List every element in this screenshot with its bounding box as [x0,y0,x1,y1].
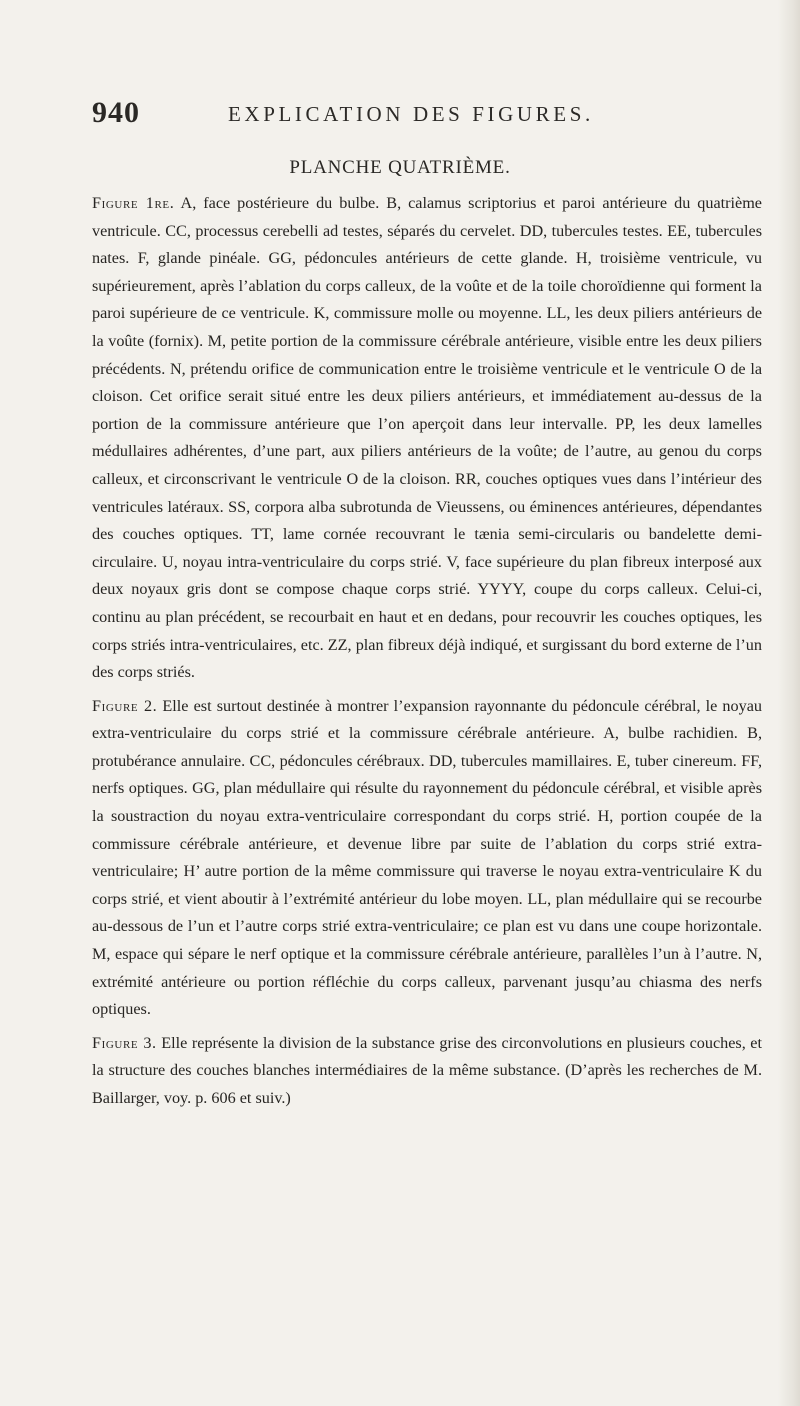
running-title: EXPLICATION DES FIGURES. [228,102,594,126]
page-number: 940 [92,96,140,129]
page-header [92,96,742,140]
figure-2-text: Elle est surtout destinée à montrer l’expansion rayonnante du pédoncule cérébral, le noyau extra-ventriculaire du corps strié et la commissure cérébrale antérieure. A, bulbe rachidien. B, protubérance annulaire. CC, pédoncules cérébraux. DD, tubercules mamillaires. E, tuber cinereum. FF, nerfs optiques. GG, plan médullaire qui résulte du rayonnement du pédoncule cérébral, et visible après la soustraction du noyau extra-ventriculaire correspondant du corps strié. H, portion coupée de la commissure cérébrale antérieure, et devenue libre par suite de l’ablation du corps strié extra-ventriculaire; H’ autre portion de la même commissure qui traverse le noyau extra-ventriculaire K du corps strié, et vient aboutir à l’extrémité antérieur du lobe moyen. LL, plan médullaire qui se recourbe au-dessous de l’un et l’autre corps strié extra-ventriculaire; ce plan est vu dans une coupe horizontale. M, espace qui sépare le nerf optique et la commissure cérébrale antérieure, parallèles l’un à l’autre. N, extrémité antérieure ou portion réfléchie du corps calleux, parvenant jusqu’au chiasma des nerfs optiques. [92,696,762,1019]
figure-explanations [92,190,762,1119]
figure-3-text: Elle représente la division de la substance grise des circonvolutions en plusieurs couches, et la structure des couches blanches intermédiaires de la même substance. (D’après les recherches de M. Baillarger, voy. p. 606 et suiv.) [92,1033,762,1107]
figure-1-text: A, face postérieure du bulbe. B, calamus scriptorius et paroi antérieure du quatrième ventricule. CC, processus cerebelli ad testes, séparés du cervelet. DD, tubercules testes. EE, tubercules nates. F, glande pinéale. GG, pédoncules antérieurs de cette glande. H, troisième ventricule, vu supérieurement, après l’ablation du corps calleux, de la voûte et de la toile choroïdienne qui forment la paroi supérieure de ce ventricule. K, commissure molle ou moyenne. LL, les deux piliers antérieurs de la voûte (fornix). M, petite portion de la commissure cérébrale antérieure, visible entre les deux piliers précédents. N, prétendu orifice de communication entre le troisième ventricule et le ventricule O de la cloison. Cet orifice serait situé entre les deux piliers antérieurs, et immédiatement au-dessus de la portion de la commissure antérieure que l’on aperçoit dans leur intervalle. PP, les deux lamelles médullaires adhérentes, d’une part, aux piliers antérieurs de la voûte; de l’autre, au genou du corps calleux, et circonscrivant le ventricule O de la cloison. RR, couches optiques vues dans l’intérieur des ventricules latéraux. SS, corpora alba subrotunda de Vieussens, ou éminences antérieures, dépendantes des couches optiques. TT, lame cornée recouvrant le tænia semi-circularis ou bandelette demi-circulaire. U, noyau intra-ventriculaire du corps strié. V, face supérieure du plan fibreux interposé aux deux noyaux gris dont se compose chaque corps strié. YYYY, coupe du corps calleux. Celui-ci, continu au plan précédent, se recourbait en haut et en dedans, pour recouvrir les couches optiques, les corps striés intra-ventriculaires, etc. ZZ, plan fibreux déjà indiqué, et surgissant du bord externe de l’un des corps striés. [92,194,762,682]
plate-title: PLANCHE QUATRIÈME. [289,157,511,178]
figure-1-label: Figure 1re. [92,194,175,212]
figure-1-paragraph [92,190,762,687]
page-edge-shadow [778,0,800,1406]
figure-3-paragraph [92,1030,762,1113]
figure-3-label: Figure 3. [92,1033,157,1052]
figure-2-paragraph [92,693,762,1024]
figure-2-label: Figure 2. [92,696,158,715]
